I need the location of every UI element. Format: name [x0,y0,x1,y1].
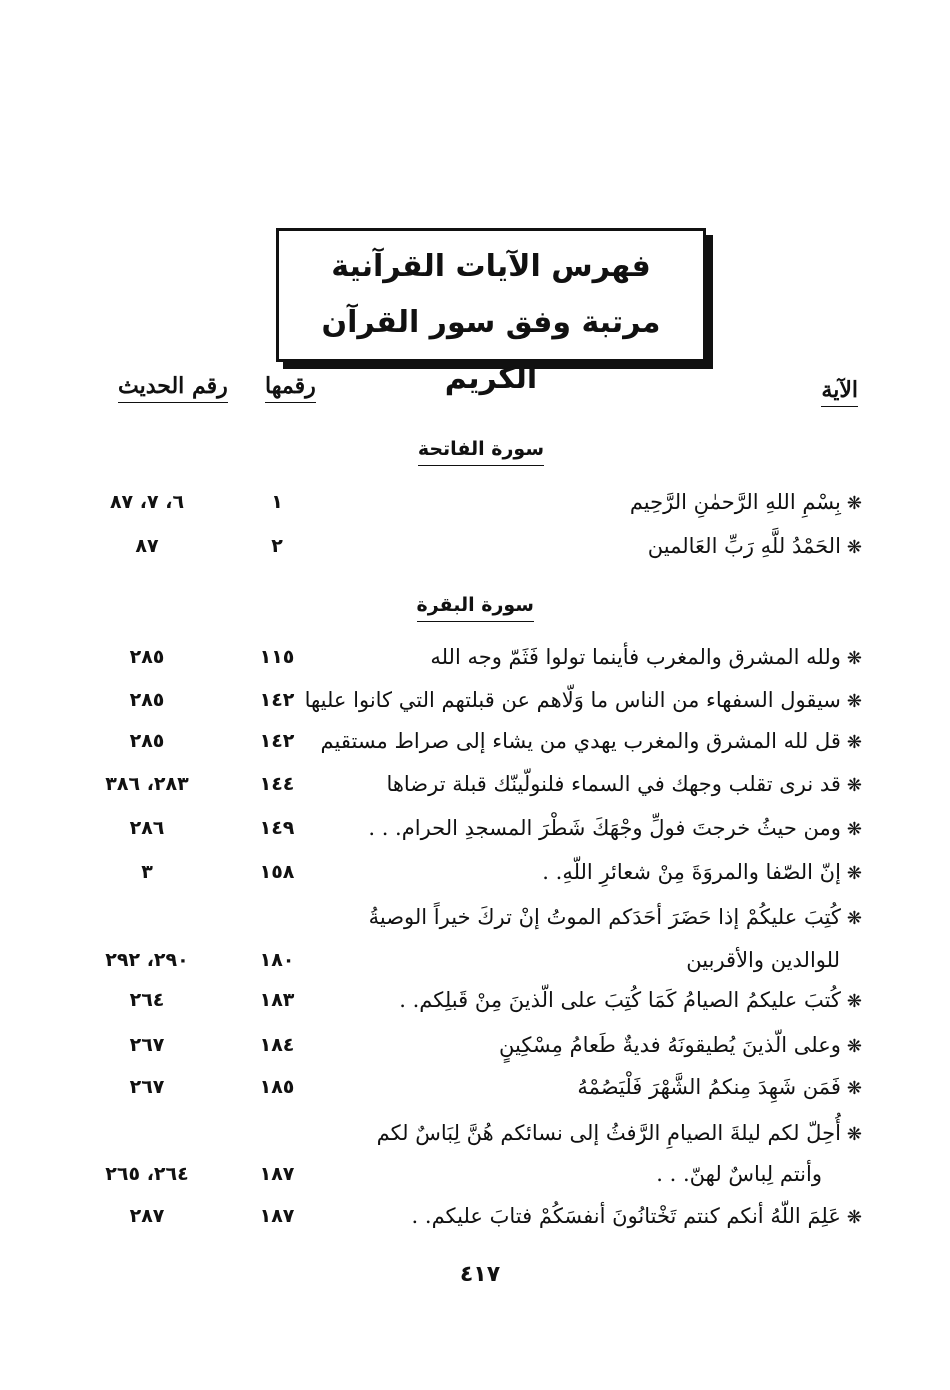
verse-text: ❋كُتِبَ عليكُمْ إذا حَضَرَ أحَدَكم الموتُ إنْ تركَ خيراً الوصيةُ [368,905,862,929]
hadith-number: ٢٨٣، ٣٨٦ [105,773,189,795]
verse-text: ❋قد نرى تقلب وجهك في السماء فلنولّينّك قبلة ترضاها [386,772,862,796]
index-entry [0,680,950,720]
bullet-icon: ❋ [846,819,862,840]
index-entry [0,637,950,677]
ayah-number: ١٤٤ [259,773,295,795]
bullet-icon: ❋ [846,691,862,712]
bullet-icon: ❋ [846,908,862,929]
hadith-number: ٢٦٤ [129,989,165,1011]
index-entry [0,852,950,892]
ayah-number: ١٨٠ [259,949,295,971]
verse-text: ❋ومن حيثُ خرجتَ فولِّ وجْهَكَ شَطْرَ المسجدِ الحرام. . . [368,816,862,840]
hadith-number: ٨٧ [135,535,159,557]
index-entry [0,808,950,848]
index-entry-continuation [0,940,950,980]
bullet-icon: ❋ [846,732,862,753]
hadith-number: ٢٨٥ [129,646,165,668]
hadith-number: ٢٨٥ [129,689,165,711]
index-entry [0,897,950,937]
verse-text: ❋إنّ الصّفا والمروَةَ مِنْ شعائرِ اللّهِ. . [542,860,862,884]
index-entry [0,1067,950,1107]
bullet-icon: ❋ [846,648,862,669]
ayah-number: ١٨٣ [259,989,295,1011]
ayah-number: ١٨٥ [259,1076,295,1098]
ayah-number: ١٨٧ [259,1163,295,1185]
hadith-number: ٢٦٧ [129,1076,165,1098]
hadith-number: ٣ [141,861,153,883]
verse-text: ❋ولله المشرق والمغرب فأينما تولوا فَثَمّ وجه الله [430,645,862,669]
verse-text: ❋عَلِمَ اللّهُ أنكم كنتم تَخْتانُونَ أنفسَكُمْ فتابَ عليكم. . [411,1204,862,1228]
ayah-number: ١٥٨ [259,861,295,883]
index-entry [0,482,950,522]
index-entry [0,721,950,761]
ayah-number: ١٤٢ [259,730,295,752]
page-number: ٤١٧ [459,1262,501,1287]
bullet-icon: ❋ [846,537,862,558]
verse-text: ❋فَمَن شَهِدَ مِنكمُ الشَّهْرَ فَلْيَصُمْهُ [577,1075,862,1099]
bullet-icon: ❋ [846,1207,862,1228]
hadith-number-column-header: رقم الحديث [118,372,228,403]
verse-text: ❋بِسْمِ اللهِ الرَّحمٰنِ الرَّحِيم [629,490,862,514]
hadith-number: ٢٨٦ [129,817,165,839]
hadith-number: ٢٦٧ [129,1034,165,1056]
index-entry [0,980,950,1020]
bullet-icon: ❋ [846,493,862,514]
verse-text: ❋سيقول السفهاء من الناس ما وَلّاهم عن قبلتهم التي كانوا عليها [304,688,862,712]
bullet-icon: ❋ [846,863,862,884]
bullet-icon: ❋ [846,1124,862,1145]
hadith-number: ٢٩٠، ٢٩٢ [105,949,189,971]
verse-text: ❋قل لله المشرق والمغرب يهدي من يشاء إلى صراط مستقيم [320,729,862,753]
index-entry [0,764,950,804]
index-entry [0,526,950,566]
index-entry [0,1113,950,1153]
ayah-number: ١٤٢ [259,689,295,711]
ayah-number: ٢ [271,535,283,557]
bullet-icon: ❋ [846,991,862,1012]
verse-text: ❋الحَمْدُ للَّهِ رَبِّ العَالمين [647,534,862,558]
ayah-number: ١٤٩ [259,817,295,839]
hadith-number: ٦، ٧، ٨٧ [109,491,185,513]
hadith-number: ٢٨٧ [129,1205,165,1227]
verse-text: ❋أُحِلّ لكم ليلةَ الصيامِ الرَّفثُ إلى نسائكم هُنَّ لِبَاسٌ لكم [376,1121,862,1145]
surah-heading-baqara: سورة البقرة [417,592,534,622]
ayah-number: ١٨٤ [259,1034,295,1056]
hadith-number: ٢٨٥ [129,730,165,752]
index-title: فهرس الآيات القرآنية [331,249,651,284]
bullet-icon: ❋ [846,1078,862,1099]
verse-text: وأنتم لِباسٌ لهنّ. . . [656,1162,822,1186]
verse-text: للوالدين والأقربين [686,948,840,972]
bullet-icon: ❋ [846,775,862,796]
verse-column-header: الآية [821,376,858,407]
index-entry [0,1025,950,1065]
verse-text: ❋وعلى الّذينَ يُطيقونَهُ فديةٌ طَعامُ مِسْكِينٍ [499,1033,862,1057]
ayah-number: ١ [271,491,283,513]
index-subtitle: مرتبة وفق سور القرآن الكريم [321,305,661,396]
index-entry [0,1196,950,1236]
ayah-number: ١٨٧ [259,1205,295,1227]
surah-heading-fatiha: سورة الفاتحة [418,436,544,466]
bullet-icon: ❋ [846,1036,862,1057]
ayah-number-column-header: رقمها [265,372,316,403]
index-entry-continuation [0,1154,950,1194]
hadith-number: ٢٦٤، ٢٦٥ [105,1163,189,1185]
verse-text: ❋كُتبَ عليكمُ الصيامُ كَمَا كُتِبَ على الّذينَ مِنْ قَبلِكم. . [399,988,862,1012]
ayah-number: ١١٥ [259,646,295,668]
